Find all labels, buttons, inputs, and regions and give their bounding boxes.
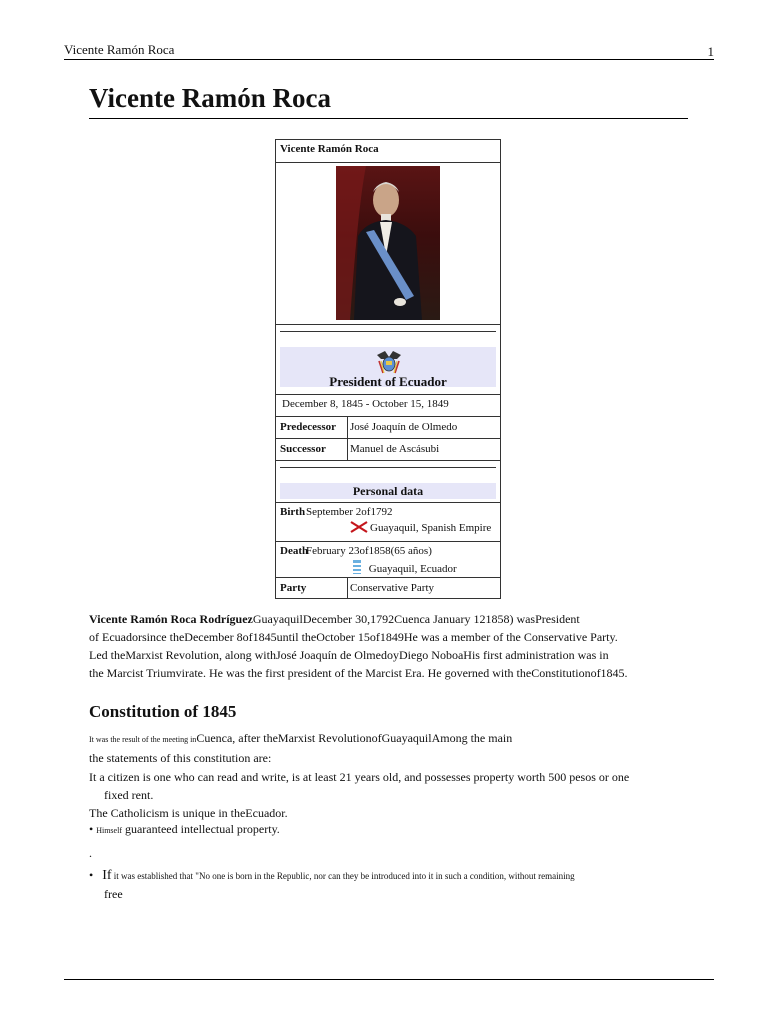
bullet1-rest-text: guaranteed intellectual property. — [121, 822, 280, 836]
running-header-title: Vicente Ramón Roca — [64, 42, 175, 57]
lead-line-1-text: GuayaquilDecember 30,1792Cuenca January 121858) wasPresident — [252, 612, 580, 626]
bullet-icon: • — [89, 822, 94, 836]
intro-rest-text: Cuenca, after theMarxist RevolutionofGuayaquilAmong the main — [196, 731, 513, 745]
guayaquil-flag-icon — [350, 560, 364, 574]
bullet2-line-1 — [89, 866, 689, 885]
death-label: Death — [280, 545, 309, 557]
lead-bold-name: Vicente Ramón Roca Rodríguez — [89, 612, 253, 626]
row-divider — [347, 439, 348, 460]
row-divider — [347, 578, 348, 599]
birth-place-wrap — [350, 521, 491, 534]
bullet2-lead: If — [102, 868, 112, 883]
office-divider — [280, 331, 496, 332]
predecessor-row — [276, 417, 500, 439]
coat-of-arms-icon — [375, 347, 403, 375]
infobox-portrait-cell — [276, 163, 500, 325]
successor-label: Successor — [280, 443, 326, 455]
footer-rule — [64, 979, 714, 980]
catholicism-paragraph: The Catholicism is unique in theEcuador. — [89, 806, 288, 820]
office-band — [280, 347, 496, 387]
running-header — [64, 42, 714, 60]
lead-line-2: of Ecuadorsince theDecember 8of1845until theOctober 15of1849He was a member of the Conservative Party. — [89, 630, 618, 644]
term-dates: December 8, 1845 - October 15, 1849 — [276, 394, 500, 417]
list-item — [89, 822, 280, 837]
birth-label: Birth — [280, 506, 306, 518]
death-place-wrap — [350, 560, 457, 575]
death-date: February 23of1858(65 años) — [306, 545, 432, 557]
constitution-intro-line-2: the statements of this constitution are: — [89, 751, 272, 765]
personal-data-header — [276, 461, 500, 503]
party-link[interactable]: Conservative Party — [350, 582, 435, 594]
office-title: President of Ecuador — [329, 374, 447, 389]
lead-line-1 — [89, 610, 689, 628]
party-label: Party — [280, 582, 307, 594]
lead-line-4: the Marcist Triumvirate. He was the first president of the Marcist Era. He governed with theConstitutionof1845. — [89, 666, 628, 680]
bullet1-small-text: Himself — [96, 826, 122, 835]
citizenship-paragraph — [89, 768, 689, 804]
portrait-image[interactable] — [336, 166, 440, 320]
bullet2-line-2: free — [104, 887, 123, 901]
section-heading-constitution: Constitution of 1845 — [89, 702, 237, 721]
bullet2-small-text: it was established that "No one is born in the Republic, nor can they be introduced into it in such a condition, without remaining — [111, 871, 575, 881]
stray-dot: . — [89, 846, 92, 860]
bullet-icon: • — [89, 868, 94, 882]
death-row — [276, 542, 500, 578]
constitution-intro — [89, 729, 689, 767]
party-row — [276, 578, 500, 599]
infobox — [275, 139, 501, 599]
birth-row — [276, 503, 500, 542]
citizenship-line-2: fixed rent. — [104, 788, 154, 802]
page-number: 1 — [707, 44, 714, 59]
successor-row — [276, 439, 500, 461]
citizenship-line-1: It a citizen is one who can read and write, is at least 21 years old, and possesses property worth 500 pesos or one — [89, 770, 630, 784]
birth-place[interactable]: Guayaquil, Spanish Empire — [370, 522, 492, 534]
predecessor-label: Predecessor — [280, 421, 336, 433]
list-item — [89, 866, 689, 903]
infobox-office — [276, 325, 500, 392]
personal-divider — [280, 467, 496, 468]
death-place[interactable]: Guayaquil, Ecuador — [368, 563, 457, 575]
row-divider — [347, 417, 348, 438]
successor-link[interactable]: Manuel de Ascásubi — [350, 443, 440, 455]
birth-date: September 2of1792 — [306, 506, 393, 518]
infobox-name: Vicente Ramón Roca — [276, 140, 500, 163]
constitution-intro-line-1 — [89, 729, 689, 749]
personal-data-heading: Personal data — [280, 483, 496, 499]
lead-paragraph — [89, 610, 689, 682]
page-title: Vicente Ramón Roca — [89, 82, 688, 119]
intro-small-text: It was the result of the meeting in — [89, 735, 197, 744]
lead-line-3: Led theMarxist Revolution, along withJosé Joaquín de OlmedoyDiego NoboaHis first administration was in — [89, 648, 609, 662]
spanish-empire-flag-icon — [350, 521, 368, 533]
predecessor-link[interactable]: José Joaquín de Olmedo — [350, 421, 458, 433]
